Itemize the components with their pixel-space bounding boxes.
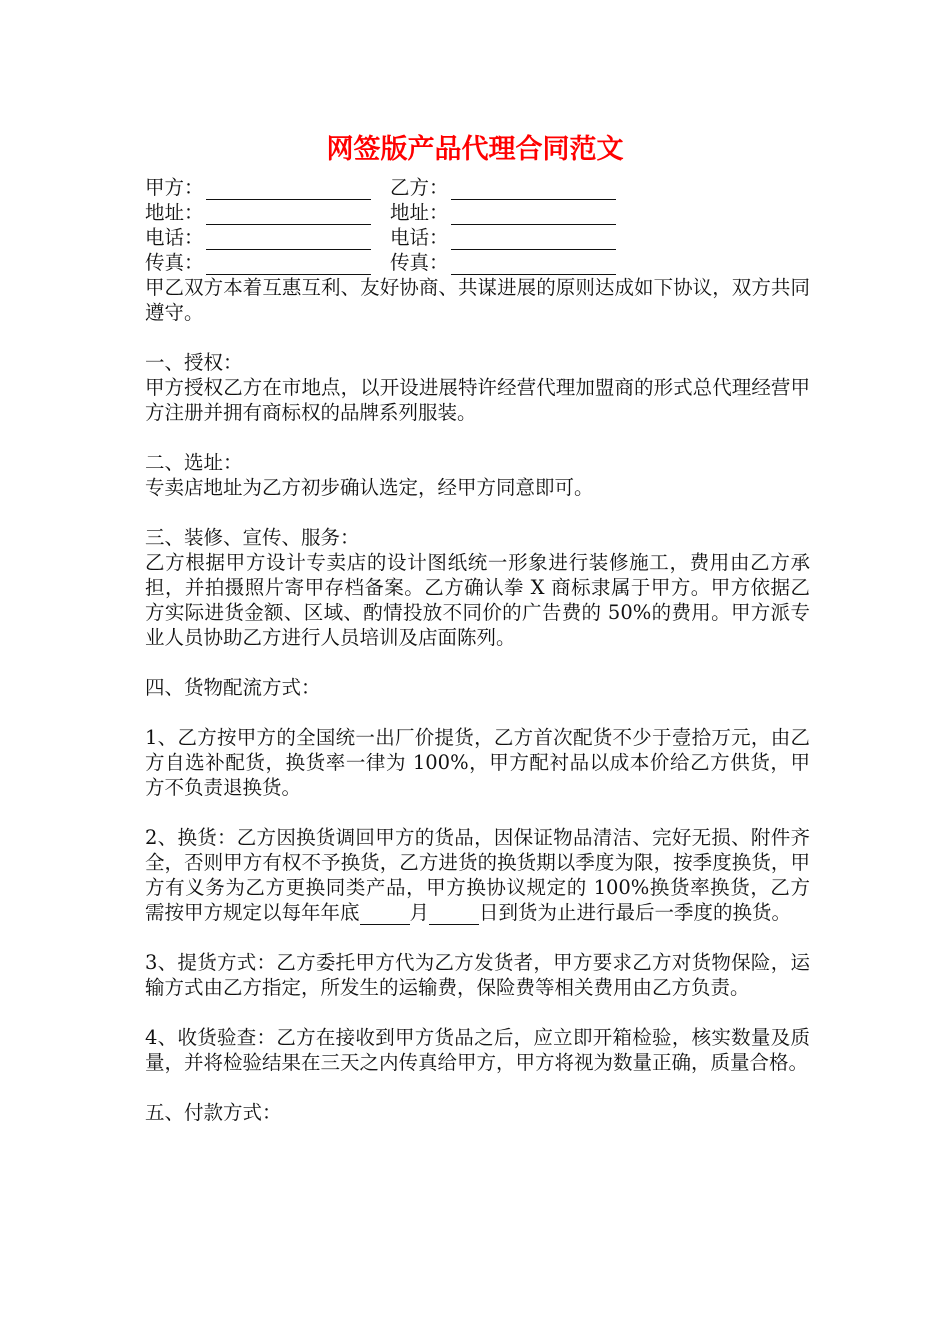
document-title: 网签版产品代理合同范文 (326, 134, 624, 165)
party-a-fax-label: 传真： (145, 251, 204, 274)
party-b-fax-blank (451, 254, 616, 275)
party-b-address-blank (451, 204, 616, 225)
party-row-phone (145, 225, 810, 250)
section-2-text: 专卖店地址为乙方初步确认选定，经甲方同意即可。 (145, 476, 594, 499)
party-b-name-label: 乙方： (390, 176, 449, 199)
party-b-phone-blank (451, 229, 616, 250)
party-b-phone-label: 电话： (390, 226, 449, 249)
party-a-phone-label: 电话： (145, 226, 204, 249)
party-row-address (145, 200, 810, 225)
party-b-fax-label: 传真： (390, 251, 449, 274)
party-row-fax (145, 250, 810, 275)
party-a-fax-blank (206, 254, 371, 275)
day-blank (429, 905, 479, 925)
document-body (145, 175, 810, 1125)
party-a-name-label: 甲方： (145, 176, 204, 199)
item-2-text-b: 日到货为止进行最后一季度的换货。 (479, 901, 792, 924)
intro-paragraph: 甲乙双方本着互惠互利、友好协商、共谋进展的原则达成如下协议，双方共同遵守。 (145, 276, 810, 324)
section-4-item-4: 4、收货验查：乙方在接收到甲方货品之后，应立即开箱检验，核实数量及质量，并将检验结果在三天之内传真给甲方，甲方将视为数量正确，质量合格。 (145, 1026, 810, 1074)
section-3-text: 乙方根据甲方设计专卖店的设计图纸统一形象进行装修施工，费用由乙方承担，并拍摄照片寄甲存档备案。乙方确认拳 X 商标隶属于甲方。甲方依据乙方实际进货金额、区域、酌情投放不同价的广告费的 50%的费用。甲方派专业人员协助乙方进行人员培训及店面陈列。 (145, 551, 810, 649)
section-4-item-2 (145, 825, 810, 925)
party-b-name-blank (451, 179, 616, 200)
month-blank (360, 905, 410, 925)
party-a-name-blank (206, 179, 371, 200)
section-3-heading: 三、装修、宣传、服务： (145, 526, 360, 549)
item-2-month: 月 (409, 901, 430, 924)
party-b-address-label: 地址： (390, 201, 449, 224)
party-a-address-blank (206, 204, 371, 225)
section-1-text: 甲方授权乙方在市地点，以开设进展特许经营代理加盟商的形式总代理经营甲方注册并拥有商标权的品牌系列服装。 (145, 376, 810, 424)
section-2-heading: 二、选址： (145, 451, 243, 474)
party-a-address-label: 地址： (145, 201, 204, 224)
party-a-phone-blank (206, 229, 371, 250)
section-4-heading: 四、货物配流方式： (145, 676, 321, 699)
section-1-heading: 一、授权： (145, 351, 243, 374)
party-row-name (145, 175, 810, 200)
item-2-text-a: 2、换货：乙方因换货调回甲方的货品，因保证物品清洁、完好无损、附件齐全，否则甲方有权不予换货，乙方进货的换货期以季度为限，按季度换货，甲方有义务为乙方更换同类产品，甲方换协议规定的 100%换货率换货，乙方需按甲方规定以每年年底 (145, 826, 810, 924)
section-5-heading: 五、付款方式： (145, 1101, 282, 1124)
section-4-item-1: 1、乙方按甲方的全国统一出厂价提货，乙方首次配货不少于壹拾万元，由乙方自选补配货，换货率一律为 100%，甲方配衬品以成本价给乙方供货，甲方不负责退换货。 (145, 726, 810, 799)
section-4-item-3: 3、提货方式：乙方委托甲方代为乙方发货者，甲方要求乙方对货物保险，运输方式由乙方指定，所发生的运输费，保险费等相关费用由乙方负责。 (145, 951, 810, 999)
